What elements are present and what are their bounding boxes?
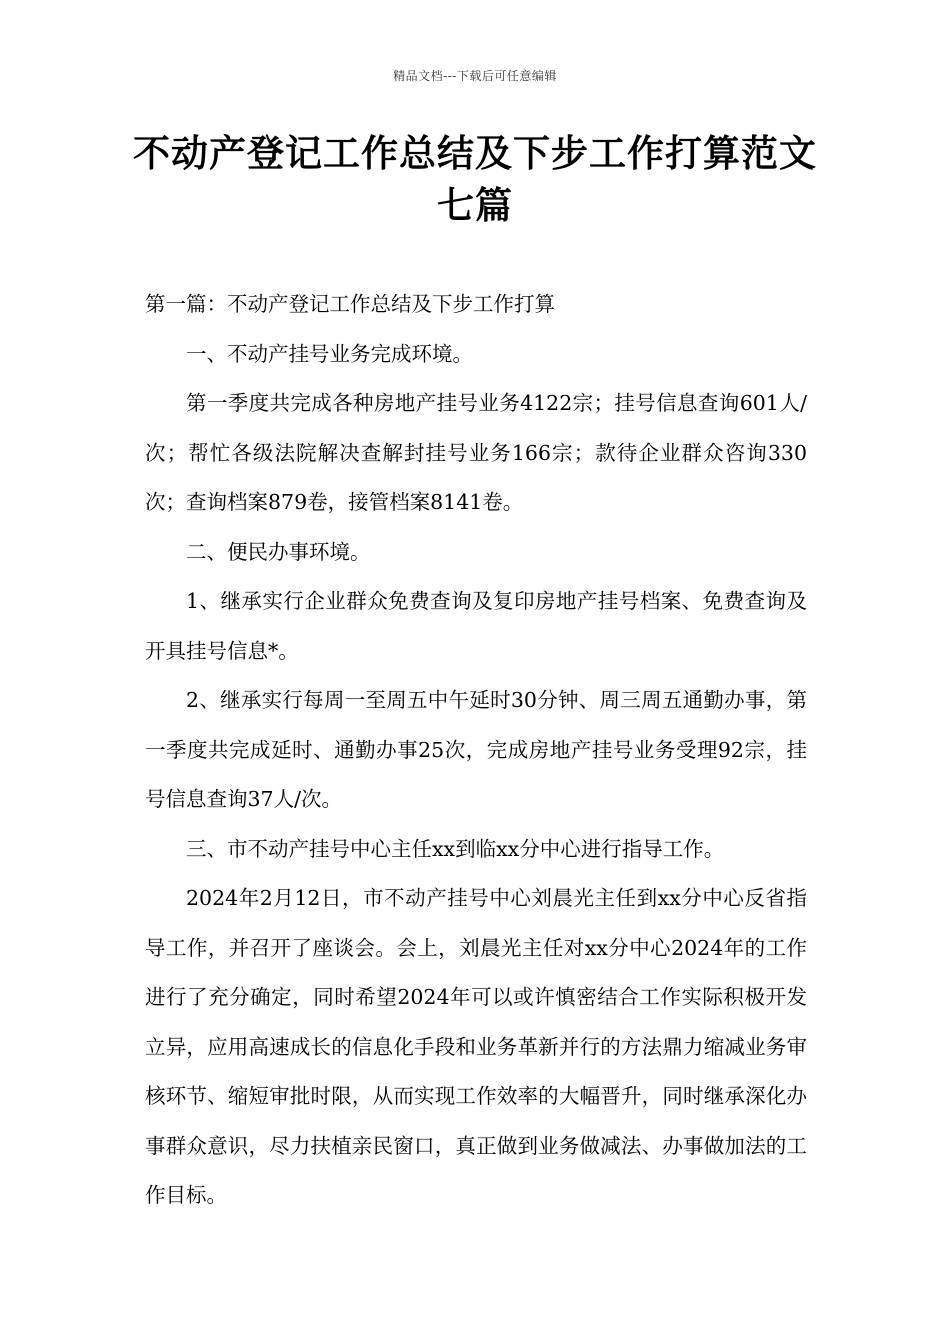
paragraph: 第一季度共完成各种房地产挂号业务4122宗；挂号信息查询601人/次；帮忙各级法院解决查解封挂号业务166宗；款待企业群众咨询330次；查询档案879卷，接管档案8141卷。 [145,391,807,514]
section-heading: 第一篇：不动产登记工作总结及下步工作打算 [145,292,555,316]
document-body [145,280,807,1221]
subheading: 二、便民办事环境。 [186,539,371,564]
header-note: 精品文档---下载后可任意编辑 [393,69,557,83]
subheading: 三、市不动产挂号中心主任xx到临xx分中心进行指导工作。 [186,836,725,861]
document-title: 不动产登记工作总结及下步工作打算范文七篇 [133,132,817,227]
paragraph: 2024年2月12日，市不动产挂号中心刘晨光主任到xx分中心反省指导工作，并召开了座谈会。会上，刘晨光主任对xx分中心2024年的工作进行了充分确定，同时希望2024年可以或许慎密结合工作实际积极开发立异，应用高速成长的信息化手段和业务革新并行的方法鼎力缩减业务审核环节、缩短审批时限，从而实现工作效率的大幅晋升，同时继承深化办事群众意识，尽力扶植亲民窗口，真正做到业务做减法、办事做加法的工作目标。 [145,886,807,1207]
paragraph: 1、继承实行企业群众免费查询及复印房地产挂号档案、免费查询及开具挂号信息*。 [145,589,807,663]
subheading: 一、不动产挂号业务完成环境。 [186,341,473,366]
paragraph: 2、继承实行每周一至周五中午延时30分钟、周三周五通勤办事，第一季度共完成延时、通勤办事25次，完成房地产挂号业务受理92宗，挂号信息查询37人/次。 [145,688,807,811]
